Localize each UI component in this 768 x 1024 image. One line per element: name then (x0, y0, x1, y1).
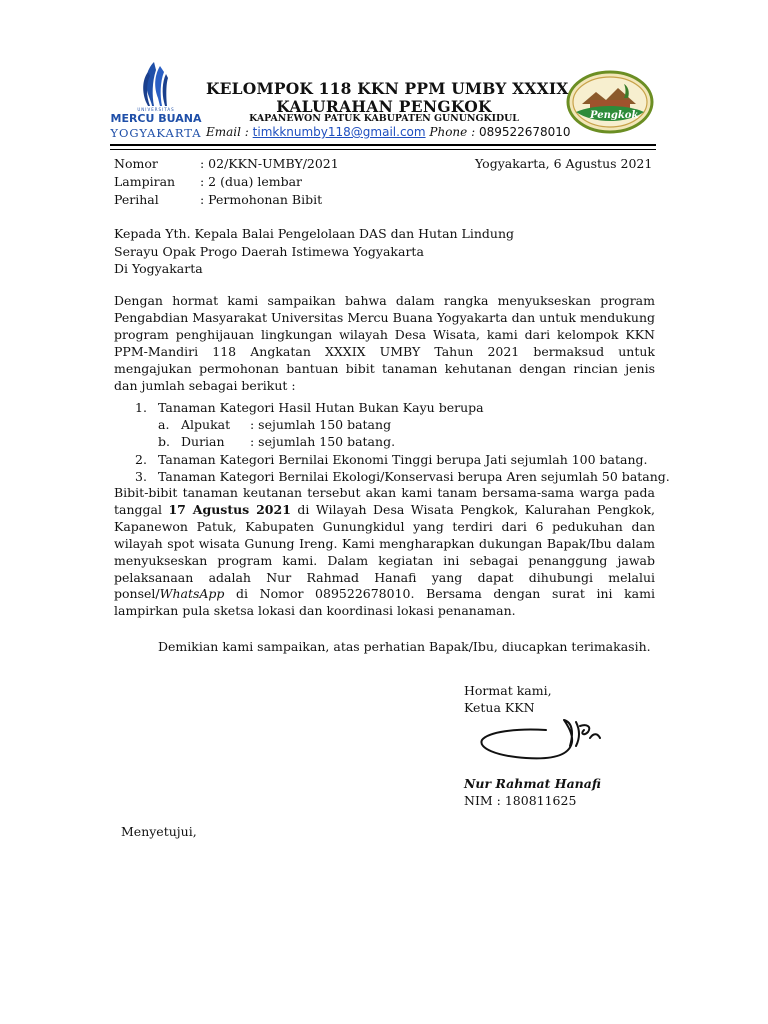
perihal-value: : Permohonan Bibit (200, 192, 323, 207)
village-emblem-icon (566, 70, 654, 134)
subitem-b-name: Durian (181, 434, 225, 449)
nomor-value: : 02/KKN-UMBY/2021 (200, 156, 339, 171)
signature-role: Ketua KKN (464, 700, 535, 715)
item-3-number: 3. (135, 469, 147, 484)
subitem-a-letter: a. (158, 417, 170, 432)
detail-text-start: Bibit-bibit tanaman keutanan tersebut akan kami tanam bersama-sama warga pada tanggal (114, 485, 655, 517)
item-2-text: Tanaman Kategori Bernilai Ekonomi Tinggi berupa Jati sejumlah 100 batang. (158, 452, 648, 467)
perihal-label: Perihal (114, 192, 159, 207)
item-1-text: Tanaman Kategori Hasil Hutan Bukan Kayu berupa (158, 400, 484, 415)
detail-text-end: di Nomor 089522678010. Bersama dengan surat ini kami lampirkan pula sketsa lokasi dan koordinasi lokasi penanaman. (114, 586, 655, 619)
item-3-text: Tanaman Kategori Bernilai Ekologi/Konservasi berupa Aren sejumlah 50 batang. (158, 469, 670, 484)
lampiran-value: : 2 (dua) lembar (200, 174, 303, 189)
recipient-line-3: Di Yogyakarta (114, 261, 203, 276)
planting-date: 17 Agustus 2021 (168, 501, 291, 517)
subitem-a-name: Alpukat (181, 417, 231, 432)
university-label: UNIVERSITAS (137, 107, 175, 112)
place-date: Yogyakarta, 6 Agustus 2021 (475, 156, 653, 171)
detail-paragraph (114, 485, 655, 620)
letterhead-address: KAPANEWON PATUK KABUPATEN GUNUNGKIDUL (249, 113, 519, 124)
phone-label: Phone : (429, 125, 476, 139)
phone-number: 089522678010 (478, 125, 571, 139)
university-name: MERCU BUANA (110, 112, 202, 125)
village-logo-text: Pengkok (590, 110, 639, 121)
letterhead-divider-thin (110, 149, 656, 150)
village-logo (566, 70, 654, 134)
signer-nim: NIM : 180811625 (464, 793, 577, 808)
university-city: YOGYAKARTA (110, 126, 202, 140)
lampiran-label: Lampiran (114, 174, 176, 189)
letterhead-subtitle: KALURAHAN PENGKOK (276, 97, 492, 116)
email-label: Email : (206, 125, 249, 139)
whatsapp-term: WhatsApp (159, 586, 225, 602)
subitem-b-amount: : sejumlah 150 batang. (250, 434, 396, 449)
item-2-number: 2. (135, 452, 147, 467)
university-logo (110, 60, 202, 142)
letterhead-title: KELOMPOK 118 KKN PPM UMBY XXXIX (206, 79, 569, 98)
recipient-line-2: Serayu Opak Progo Daerah Istimewa Yogyakarta (114, 244, 424, 259)
intro-paragraph: Dengan hormat kami sampaikan bahwa dalam rangka menyukseskan program Pengabdian Masyarakat Universitas Mercu Buana Yogyakarta dan untuk mendukung program penghijauan lingkungan wilayah Desa Wisata, kami dari kelompok KKN PPM-Mandiri 118 Angkatan XXXIX UMBY Tahun 2021 bermaksud untuk mengajukan permohonan bantuan bibit tanaman kehutanan dengan rincian jenis dan jumlah sebagai berikut : (114, 293, 655, 393)
subitem-b-letter: b. (158, 434, 170, 449)
handwritten-signature (476, 712, 612, 768)
signer-name: Nur Rahmat Hanafi (464, 776, 601, 791)
item-1-number: 1. (135, 400, 147, 415)
email-link[interactable]: timkknumby118@gmail.com (252, 125, 426, 139)
nomor-label: Nomor (114, 156, 158, 171)
subitem-a-amount: : sejumlah 150 batang (250, 417, 392, 432)
letterhead-divider-thick (110, 144, 656, 146)
closing-sentence: Demikian kami sampaikan, atas perhatian Bapak/Ibu, diucapkan terimakasih. (158, 639, 651, 654)
signature-greeting: Hormat kami, (464, 683, 552, 698)
approval-label: Menyetujui, (121, 824, 197, 839)
letterhead-contact (206, 125, 571, 139)
detail-text-middle: di Wilayah Desa Wisata Pengkok, Kalurahan Pengkok, Kapanewon Patuk, Kabupaten Gunungkidul yang terdiri dari 6 pedukuhan dan wilayah spot wisata Gunung Ireng. Kami mengharapkan dukungan Bapak/Ibu dalam menyukseskan program kami. Dalam kegiatan ini sebagai penanggung jawab pelaksanaan adalah Nur Rahmad Hanafi yang dapat dihubungi melalui ponsel/ (114, 501, 655, 602)
recipient-line-1: Kepada Yth. Kepala Balai Pengelolaan DAS dan Hutan Lindung (114, 226, 515, 241)
